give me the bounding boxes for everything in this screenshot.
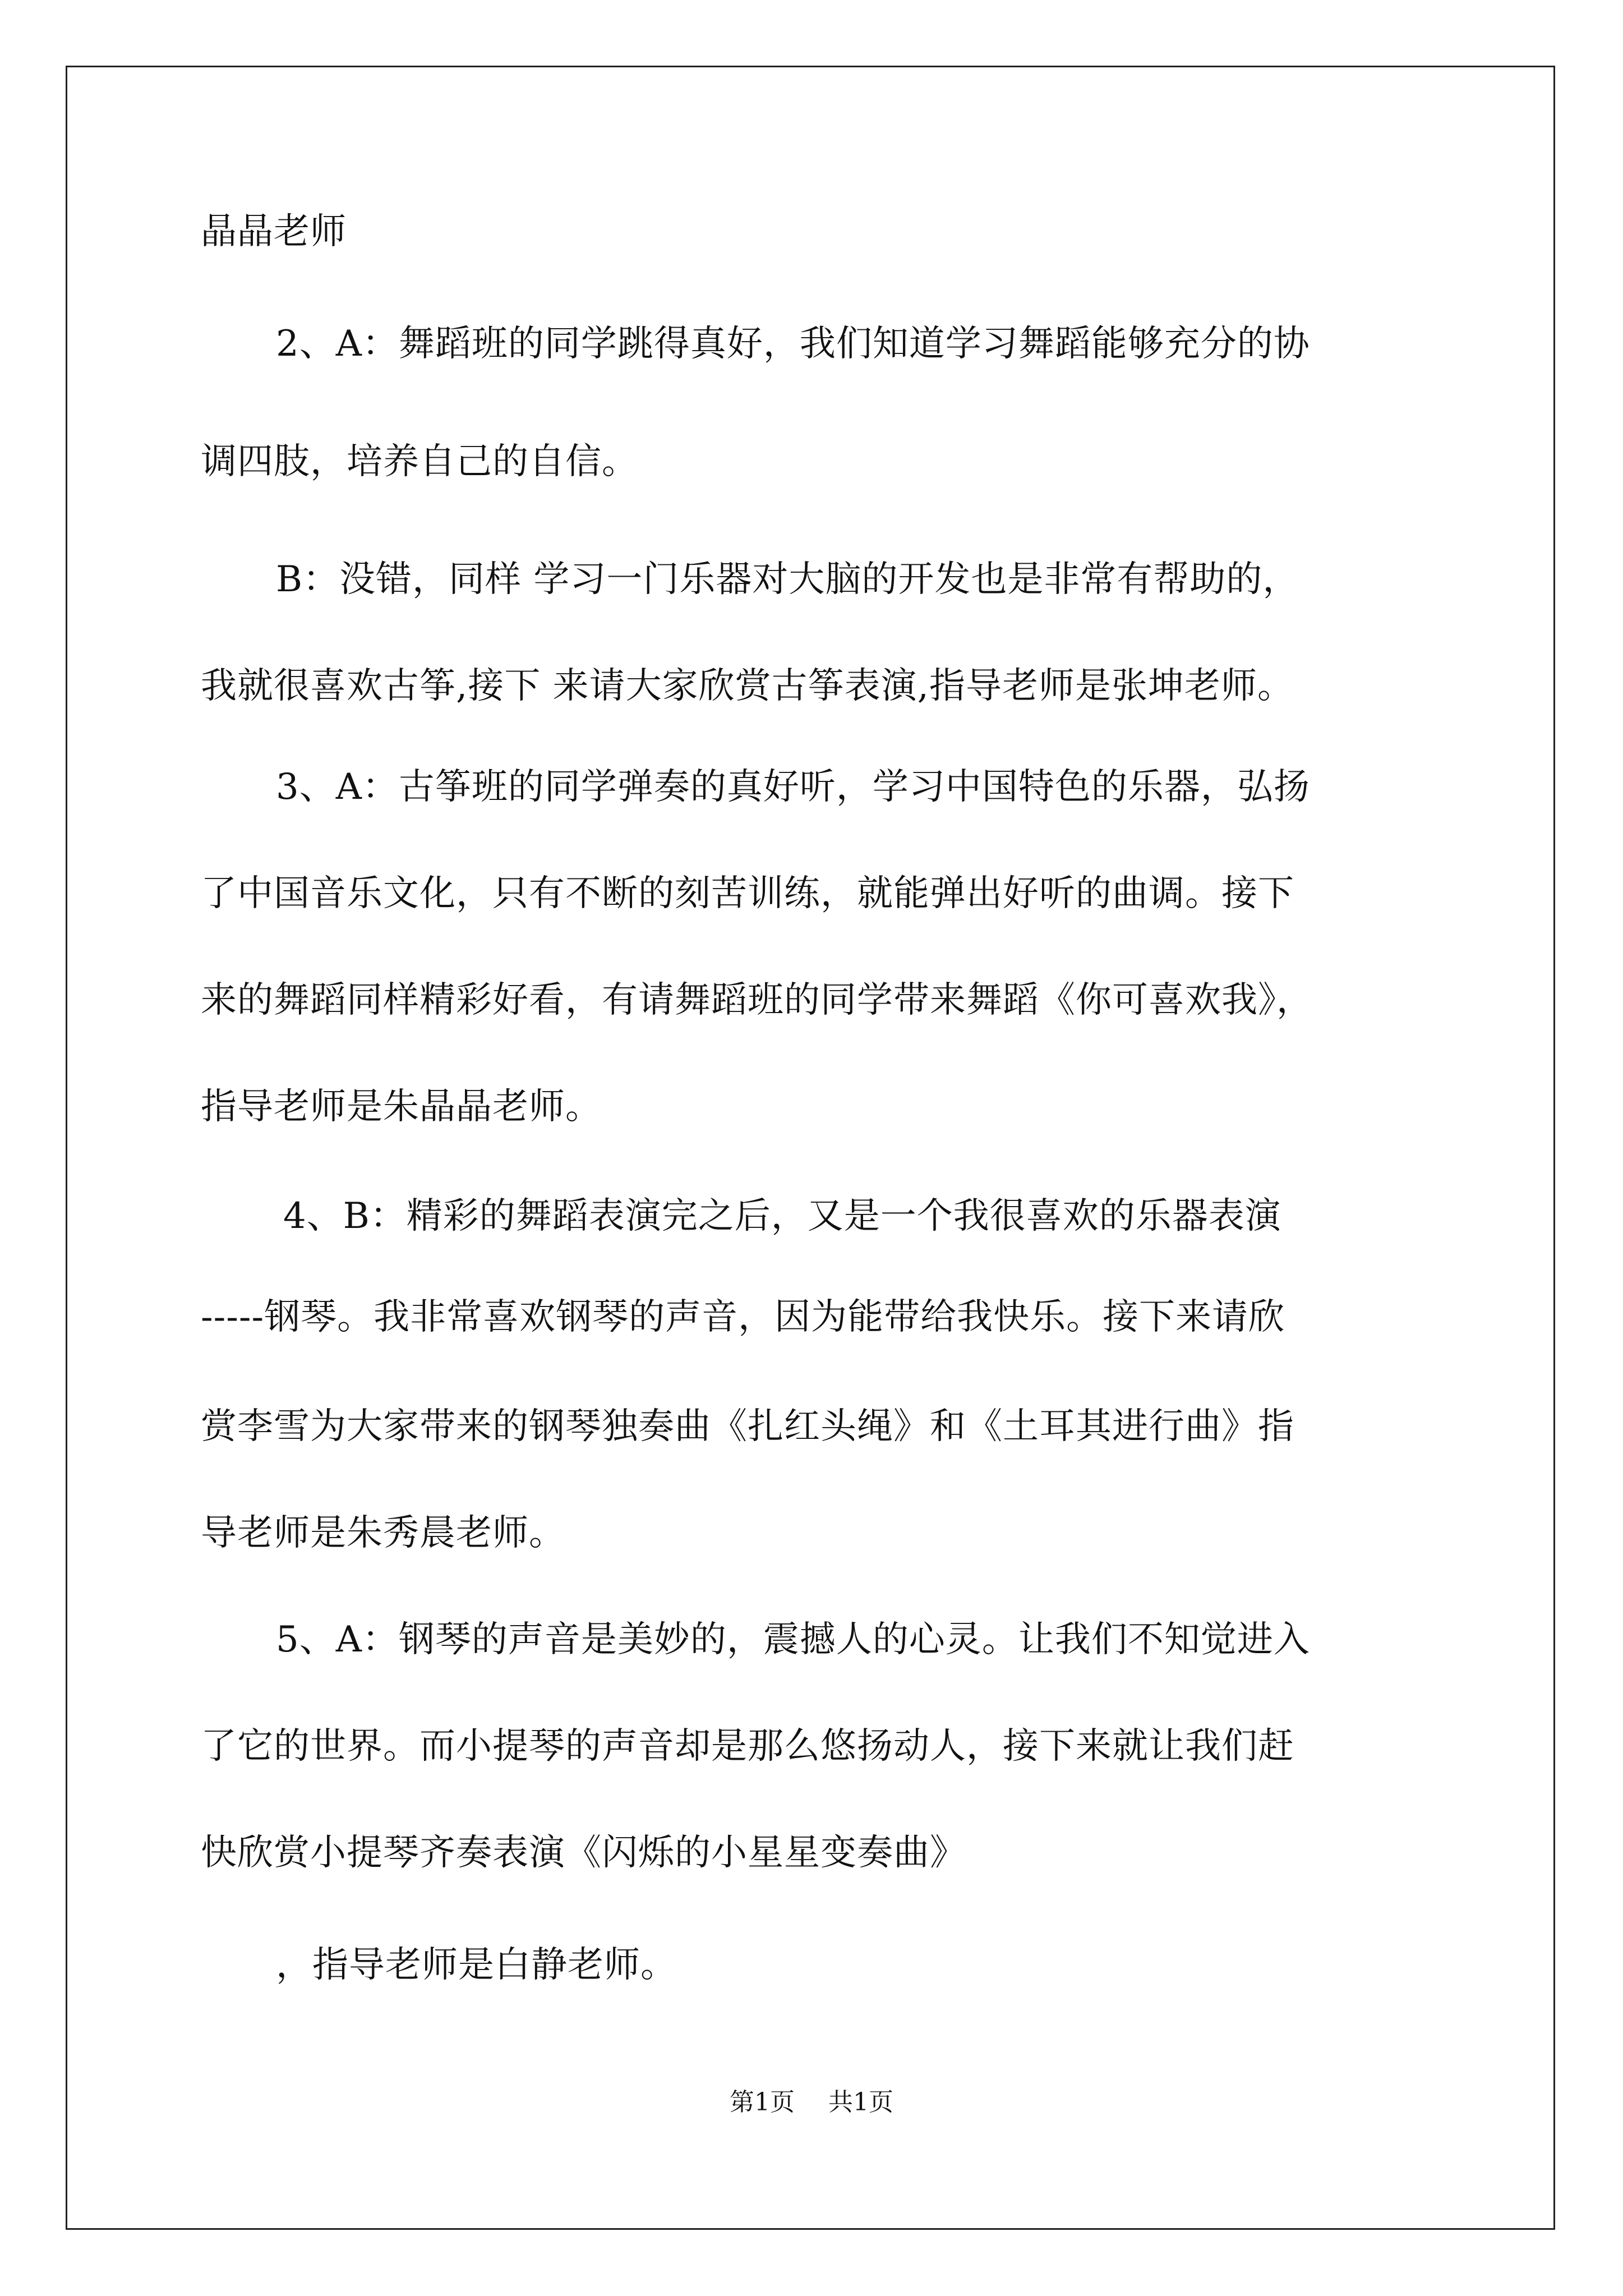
text-line-10: 4、B：精彩的舞蹈表演完之后，又是一个我很喜欢的乐器表演 — [283, 1195, 1281, 1237]
text-line-15: 了它的世界。而小提琴的声音却是那么悠扬动人，接下来就让我们赶 — [201, 1726, 1294, 1767]
text-line-11: -----钢琴。我非常喜欢钢琴的声音，因为能带给我快乐。接下来请欣 — [201, 1296, 1285, 1338]
text-line-7: 了中国音乐文化，只有不断的刻苦训练，就能弹出好听的曲调。接下 — [201, 873, 1294, 914]
text-line-2: 2、A：舞蹈班的同学跳得真好，我们知道学习舞蹈能够充分的协 — [276, 323, 1310, 365]
text-line-9: 指导老师是朱晶晶老师。 — [201, 1086, 602, 1128]
text-line-3: 调四肢，培养自己的自信。 — [201, 441, 638, 482]
text-line-1: 晶晶老师 — [201, 211, 347, 252]
text-line-13: 导老师是朱秀晨老师。 — [201, 1512, 565, 1554]
page-number-label: 第1页 — [730, 2088, 795, 2116]
text-line-4: B：没错，同样 学习一门乐器对大脑的开发也是非常有帮助的， — [276, 559, 1299, 600]
text-line-8: 来的舞蹈同样精彩好看，有请舞蹈班的同学带来舞蹈《你可喜欢我》， — [201, 979, 1313, 1021]
page-frame — [66, 66, 1555, 2230]
page-total-label: 共1页 — [828, 2088, 893, 2116]
text-line-6: 3、A：古筝班的同学弹奏的真好听，学习中国特色的乐器，弘扬 — [276, 766, 1310, 808]
text-line-16: 快欣赏小提琴齐奏表演《闪烁的小星星变奏曲》 — [201, 1832, 966, 1874]
text-line-12: 赏李雪为大家带来的钢琴独奏曲《扎红头绳》和《土耳其进行曲》指 — [201, 1406, 1294, 1447]
text-line-5: 我就很喜欢古筝,接下 来请大家欣赏古筝表演,指导老师是张坤老师。 — [201, 665, 1294, 707]
page-footer — [0, 2087, 1623, 2118]
text-line-14: 5、A：钢琴的声音是美妙的，震撼人的心灵。让我们不知觉进入 — [276, 1619, 1310, 1660]
text-line-17: ，指导老师是白静老师。 — [276, 1944, 677, 1986]
